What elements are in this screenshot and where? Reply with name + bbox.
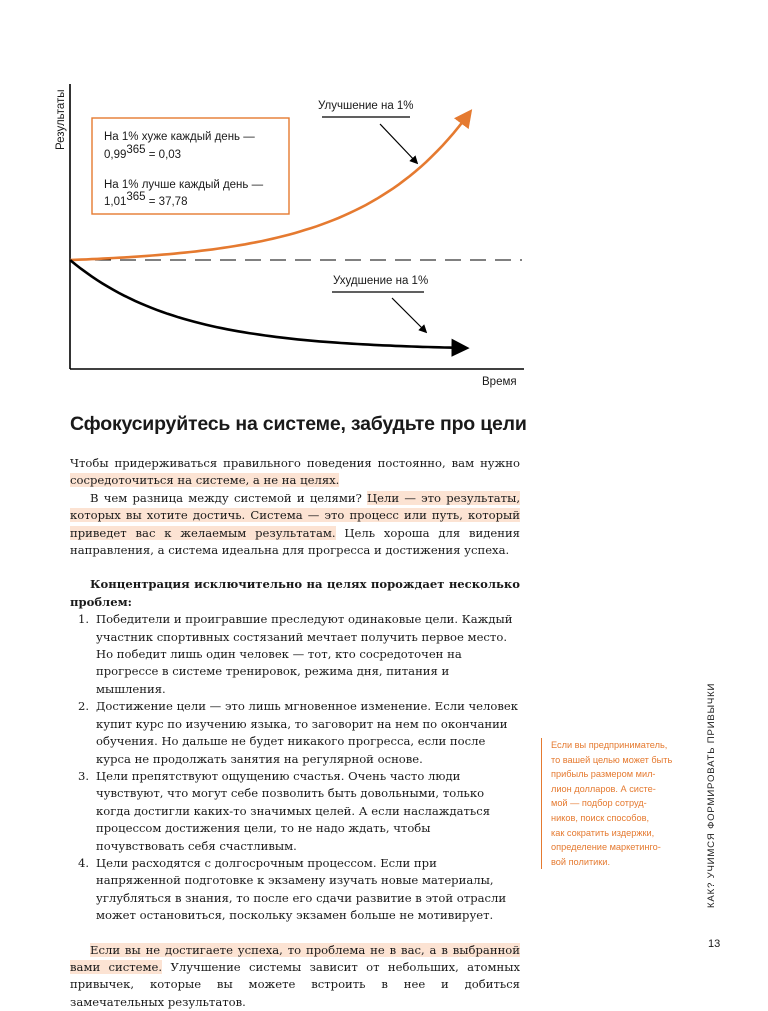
paragraph-last-text: Улучшение системы зависит от небольших, атомных привычек, которые вы можете встроить в нее и добиться замечательных результатов. [70,959,520,1009]
formula-line-1a: На 1% хуже каждый день — [104,131,255,143]
formula-line-2b: 1,01365 = 37,78 [104,191,188,208]
list-item-text: Достижение цели — это лишь мгновенное изменение. Если человек купит курс по изучению языка, то заговорит на нем по окончании обучения. Но дальше не будет никакого прогресса, если после курса не продолжать занятия на регулярной основе. [96,699,518,766]
series-decline-line [70,260,466,348]
annotation-improvement: Улучшение на 1% [318,100,414,112]
list-item-number: 4. [78,855,90,870]
list-item [70,698,520,768]
list-item-number: 3. [78,768,90,783]
annotation-decline: Ухудшение на 1% [333,275,429,287]
list-item-text: Цели препятствуют ощущению счастья. Очень часто люди чувствуют, что могут себе позволить быть довольными, только когда достигли каких-то значимых целей. А если наслаждаться процессом достижения цели, то не надо ждать, чтобы почувствовать себя счастливым. [96,768,491,853]
paragraph-1-text: Чтобы придерживаться правильного поведения постоянно, вам нужно [70,456,520,470]
list-item-text: Победители и проигравшие преследуют одинаковые цели. Каждый участник спортивных состязаний мечтает получить первое место. Но победит лишь один человек — тот, кто сосредоточен на прогрессе в системе тренировок, режима дня, питания и мышления. [96,612,513,696]
y-axis-label: Результаты [55,89,67,150]
paragraph-2 [70,490,520,560]
margin-note-line: определение маркетинго- [551,842,661,853]
paragraph-last-highlight: Если вы не достигаете успеха, то проблема не в вас, а в выбранной вами системе. [70,942,520,974]
formula-line-1b: 0,99365 = 0,03 [104,144,182,161]
list-item-text: Цели расходятся с долгосрочным процессом. Если при напряженной подготовке к экзамену изучать новые материалы, углубляться в знания, то после его сдачи развитие в этой отрасли может остановиться, поскольку экзамен больше не мотивирует. [96,855,507,923]
margin-note-line: лион долларов. А систе- [551,783,656,794]
x-axis-label: Время [482,376,517,388]
paragraph-last [70,942,520,1011]
list-item-number: 2. [78,699,90,714]
body-text [70,455,520,1011]
problems-subheading: Концентрация исключительно на целях порождает несколько проблем: [70,577,520,609]
paragraph-1 [70,455,520,490]
paragraph-1-highlight: сосредоточиться на системе, а не на целях. [70,473,340,488]
margin-note-line: вой политики. [551,856,610,867]
running-title: КАК? УЧИМСЯ ФОРМИРОВАТЬ ПРИВЫЧКИ [706,682,717,908]
margin-note-line: Если вы предприниматель, [551,740,668,750]
list-item [70,855,520,925]
paragraph-2-tail: Цель хороша для видения направления, а система идеальна для прогресса и достижения успеха. [70,525,520,558]
margin-note [541,738,691,869]
formula-line-2a: На 1% лучше каждый день — [104,179,264,191]
margin-note-line: прибыль размером мил- [551,769,656,780]
list-item [70,611,520,698]
problems-list [70,611,520,924]
annotation-improvement-arrow [380,124,417,163]
margin-note-line: то вашей целью может быть [551,754,673,765]
margin-note-line: мой — подбор сотруд- [551,798,647,809]
list-item-number: 1. [78,612,90,627]
margin-note-line: ников, поиск способов, [551,812,650,823]
page-number: 13 [708,938,721,950]
compound-growth-chart [52,84,532,394]
list-item [70,768,520,855]
annotation-decline-arrow [392,298,426,332]
paragraph-2-text: В чем разница между системой и целями? [90,490,368,505]
paragraph-2-highlight: Цели — это результаты, которых вы хотите достичь. Система — это процесс или путь, который приведет вас к желаемым результатам. [70,490,521,540]
margin-note-line: как сократить издержки, [551,827,655,838]
section-heading: Сфокусируйтесь на системе, забудьте про цели [70,413,527,435]
